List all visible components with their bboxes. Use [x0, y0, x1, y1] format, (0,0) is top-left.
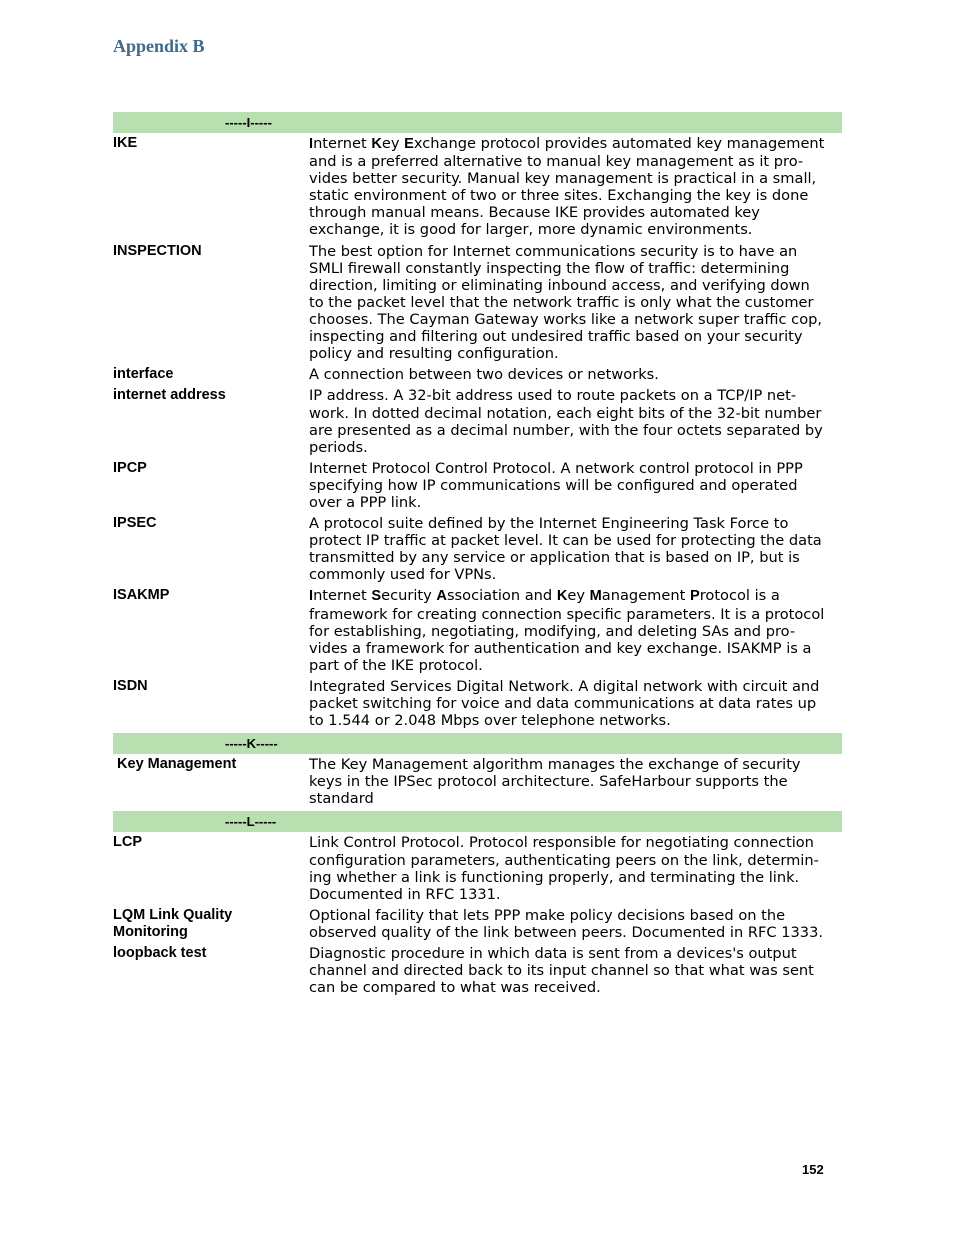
acronym-letter: E: [404, 136, 414, 152]
term: LQM Link Quality Monitoring: [113, 906, 233, 941]
section-header-l: [113, 811, 842, 832]
definition: The best option for Internet communications security is to have an SMLI firewall constantly inspecting the flow of traffic: determining direction, limiting or eliminating inbound access, and verifying down to the packet level that the network traffic is only what the customer chooses. The Cayman Gateway works like a network super traffic cop, inspecting and filtering out undesired traffic based on your security policy and resulting configuration.: [309, 242, 823, 363]
definition-text: ey: [381, 135, 405, 152]
glossary-entry-lcp: [113, 834, 842, 902]
glossary: [113, 112, 842, 1001]
definition-text: ecurity: [381, 587, 437, 605]
term: Key Management: [113, 756, 237, 773]
appendix-title: Appendix B: [113, 36, 205, 56]
glossary-entry-isakmp: [113, 587, 842, 673]
glossary-entry-ipcp: [113, 460, 842, 511]
term: IPCP: [113, 459, 147, 476]
acronym-letter: I: [309, 136, 314, 152]
definition: Diagnostic procedure in which data is sent from a devices's output channel and directed back to its input channel so that what was sent can be compared to what was received.: [309, 945, 814, 997]
definition: Internet Protocol Control Protocol. A network control protocol in PPP specifying how IP communications will be configured and operated over a PPP link.: [309, 459, 803, 511]
term: IKE: [113, 135, 138, 151]
definition: The Key Management algorithm manages the exchange of security keys in the IPSec protocol architecture. SafeHarbour supports the standard: [309, 756, 801, 808]
term: LCP: [113, 834, 142, 851]
acronym-letter: I: [309, 588, 314, 605]
glossary-entry-lqm: [113, 907, 842, 941]
term: loopback test: [113, 945, 207, 962]
glossary-entry-inspection: [113, 243, 842, 363]
acronym-letter: K: [556, 588, 568, 605]
definition: Integrated Services Digital Network. A digital network with circuit and packet switching for voice and data communications at data rates up to 1.544 or 2.048 Mbps over telephone networks.: [309, 677, 820, 730]
term: INSPECTION: [113, 242, 202, 259]
section-letter: -----I-----: [225, 115, 272, 130]
term: internet address: [113, 387, 226, 404]
term: interface: [113, 366, 174, 383]
glossary-entry-ike: [113, 135, 842, 239]
glossary-entry-ipsec: [113, 515, 842, 583]
glossary-entry-interface: [113, 366, 842, 383]
definition: A protocol suite defined by the Internet Engineering Task Force to protect IP traffic at packet level. It can be used for protecting the data transmitted by any service or application that is based on IP, but is commonly used for VPNs.: [309, 515, 822, 584]
page-number: 152: [802, 1162, 824, 1177]
glossary-entry-internet-address: [113, 387, 842, 455]
term: IPSEC: [113, 515, 157, 532]
definition-text: ssociation and: [446, 587, 557, 605]
glossary-entry-key-management: [113, 756, 842, 807]
definition-text: ey: [567, 587, 590, 605]
definition-text: anagement: [601, 587, 690, 605]
definition-text: nternet: [313, 587, 372, 605]
section-letter: -----L-----: [225, 814, 277, 830]
acronym-letter: P: [689, 588, 700, 605]
term: ISAKMP: [113, 587, 170, 604]
acronym-letter: A: [436, 588, 447, 605]
definition: Optional facility that lets PPP make policy decisions based on the observed quality of the link between peers. Documented in RFC 1333.: [309, 906, 824, 941]
acronym-letter: K: [371, 136, 382, 152]
definition: Link Control Protocol. Protocol responsible for negotiating connection configuration parameters, authenticating peers on the link, determin- ing whether a link is functioning properly, and terminating the link. Documented in RFC 1331.: [309, 834, 819, 903]
acronym-letter: M: [589, 588, 602, 605]
glossary-entry-loopback-test: [113, 945, 842, 996]
section-letter: -----K-----: [225, 736, 278, 752]
definition: [309, 135, 842, 239]
definition: A connection between two devices or networks.: [309, 366, 659, 384]
acronym-letter: S: [371, 588, 382, 605]
definition-text: nternet: [313, 135, 372, 152]
definition: IP address. A 32-bit address used to route packets on a TCP/IP net- work. In dotted decimal notation, each eight bits of the 32-bit number are presented as a decimal number, with the four octets separated by periods.: [309, 387, 823, 456]
definition-text: xchange protocol provides automated key management and is a preferred alternative to manual key management as it pro- vides better security. Manual key management is practical in a small, static environment of two or three sites. Exchanging the key is done through manual means. Because IKE provides automated key exchange, it is good for larger, more dynamic environments.: [309, 135, 825, 239]
term: ISDN: [113, 677, 148, 694]
glossary-entry-isdn: [113, 678, 842, 729]
section-header-k: [113, 733, 842, 754]
definition: [309, 587, 842, 673]
section-header-i: [113, 112, 842, 133]
definition-text: rotocol is a framework for creating connection specific parameters. It is a protocol for establishing, negotiating, modifying, and deleting SAs and pro- vides a framework for authentication and key exchange. ISAKMP is a part of the IKE protocol.: [309, 587, 825, 674]
